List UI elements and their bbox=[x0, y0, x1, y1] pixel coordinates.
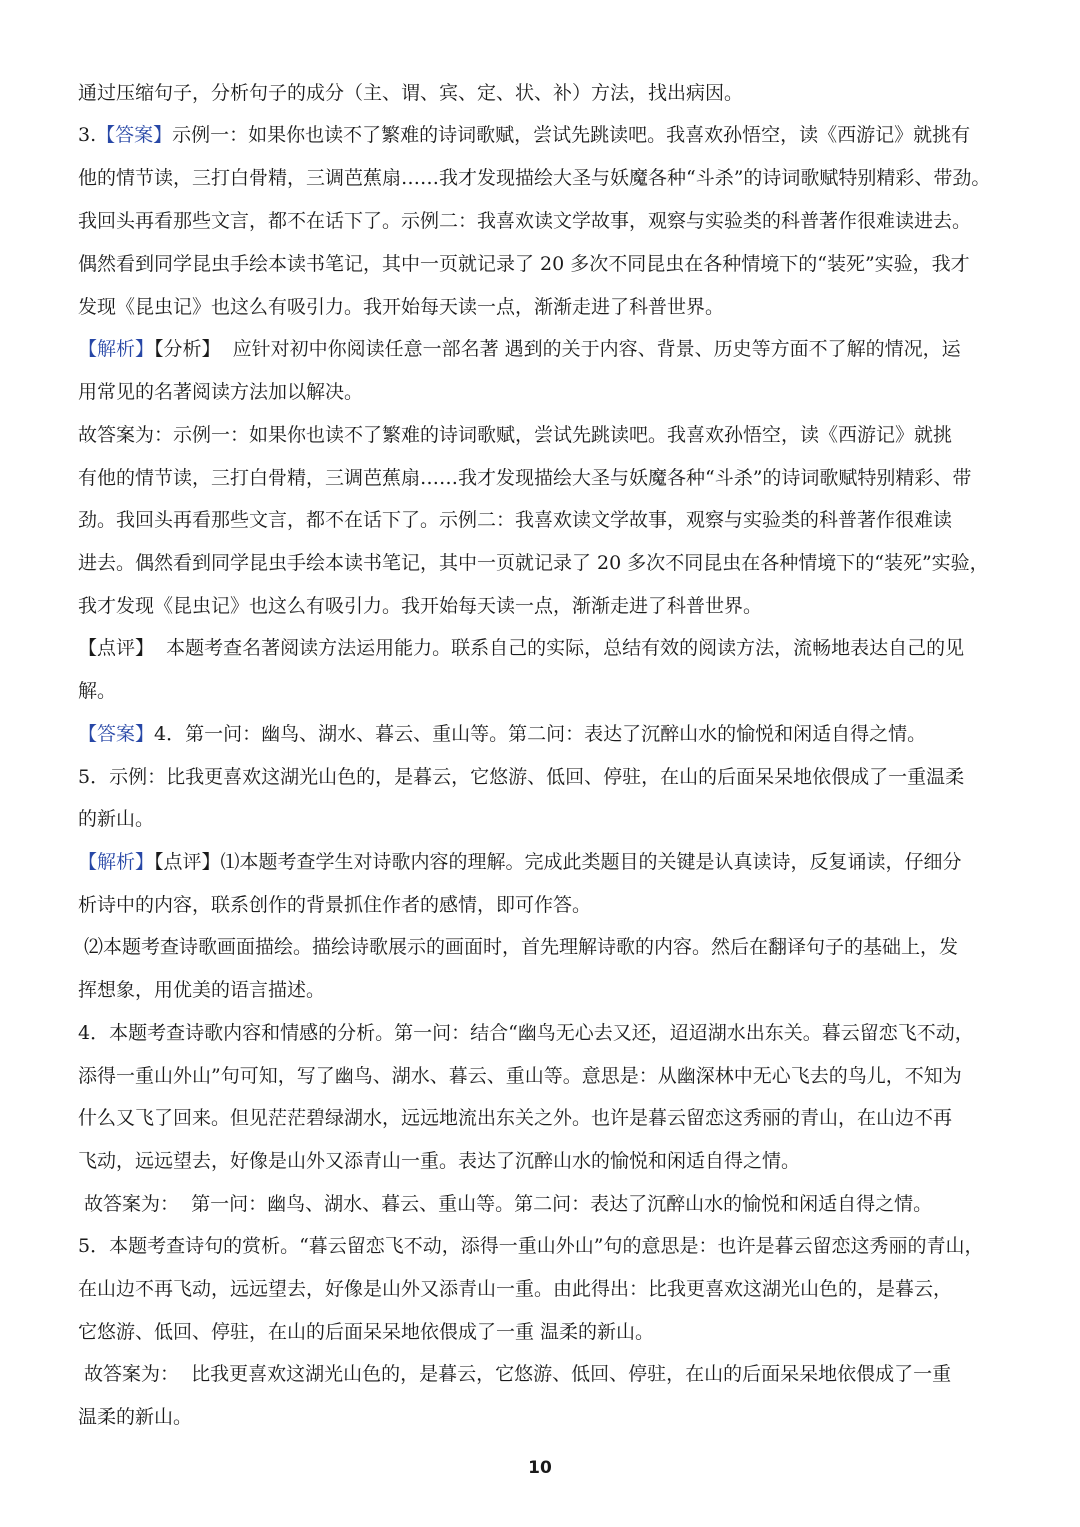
text-segment: 它悠游、低回、停驻，在山的后面呆呆地依偎成了一重 温柔的新山。 bbox=[78, 1321, 655, 1343]
page-number: 10 bbox=[528, 1458, 552, 1478]
text-segment: 3. bbox=[78, 124, 97, 146]
text-line bbox=[0, 546, 1080, 580]
text-segment: 在山边不再飞动，远远望去，好像是山外又添青山一重。由此得出：比我更喜欢这湖光山色的，是暮云， bbox=[78, 1278, 953, 1300]
text-line bbox=[0, 461, 1080, 495]
text-line bbox=[0, 1187, 1080, 1221]
text-segment: 故答案为： 第一问：幽鸟、湖水、暮云、重山等。第二问：表达了沉醉山水的愉悦和闲适自得之情。 bbox=[78, 1193, 933, 1215]
text-segment: 的新山。 bbox=[78, 808, 155, 830]
label-tag: 【解析】 bbox=[78, 851, 155, 873]
text-segment: 飞动，远远望去，好像是山外又添青山一重。表达了沉醉山水的愉悦和闲适自得之情。 bbox=[78, 1150, 801, 1172]
text-line bbox=[0, 845, 1080, 879]
text-segment: 故答案为： 比我更喜欢这湖光山色的，是暮云，它悠游、低回、停驻，在山的后面呆呆地依偎成了一重 bbox=[78, 1363, 952, 1385]
text-line bbox=[0, 503, 1080, 537]
text-line bbox=[0, 290, 1080, 324]
text-line bbox=[0, 674, 1080, 708]
text-segment: 5．示例：比我更喜欢这湖光山色的，是暮云，它悠游、低回、停驻，在山的后面呆呆地依偎成了一重温柔 bbox=[78, 766, 965, 788]
text-segment: 劲。我回头再看那些文言，都不在话下了。示例二：我喜欢读文学故事，观察与实验类的科普著作很难读 bbox=[78, 509, 953, 531]
text-line bbox=[0, 888, 1080, 922]
text-segment: 他的情节读，三打白骨精，三调芭蕉扇……我才发现描绘大圣与妖魔各种“斗杀”的诗词歌赋特别精彩、带劲。 bbox=[78, 167, 991, 189]
text-segment: 通过压缩句子，分析句子的成分（主、谓、宾、定、状、补）方法，找出病因。 bbox=[78, 82, 744, 104]
text-segment: 温柔的新山。 bbox=[78, 1406, 193, 1428]
label-tag: 【答案】 bbox=[96, 124, 173, 146]
text-segment: 【点评】 本题考查名著阅读方法运用能力。联系自己的实际，总结有效的阅读方法，流畅地表达自己的见 bbox=[78, 637, 965, 659]
text-segment: 4．第一问：幽鸟、湖水、暮云、重山等。第二问：表达了沉醉山水的愉悦和闲适自得之情。 bbox=[154, 723, 927, 745]
label-tag: 【解析】 bbox=[78, 338, 155, 360]
text-line bbox=[0, 1144, 1080, 1178]
text-line bbox=[0, 631, 1080, 665]
text-line bbox=[0, 1059, 1080, 1093]
text-line bbox=[0, 204, 1080, 238]
text-segment: 发现《昆虫记》也这么有吸引力。我开始每天读一点，渐渐走进了科普世界。 bbox=[78, 296, 725, 318]
text-line bbox=[0, 589, 1080, 623]
text-segment: 【分析】 应针对初中你阅读任意一部名著 遇到的关于内容、背景、历史等方面不了解的情况，运 bbox=[154, 338, 961, 360]
text-segment: 解。 bbox=[78, 680, 117, 702]
text-line bbox=[0, 717, 1080, 751]
text-segment: 偶然看到同学昆虫手绘本读书笔记，其中一页就记录了 20 多次不同昆虫在各种情境下的“装死”实验，我才 bbox=[78, 253, 970, 275]
label-tag: 【答案】 bbox=[78, 723, 155, 745]
text-line bbox=[0, 247, 1080, 281]
text-segment: 什么又飞了回来。但见茫茫碧绿湖水，远远地流出东关之外。也许是暮云留恋这秀丽的青山，在山边不再 bbox=[78, 1107, 953, 1129]
text-segment: 添得一重山外山”句可知，写了幽鸟、湖水、暮云、重山等。意思是：从幽深林中无心飞去的鸟儿，不知为 bbox=[78, 1065, 962, 1087]
text-segment: 4．本题考查诗歌内容和情感的分析。第一问：结合“幽鸟无心去又还，迢迢湖水出东关。暮云留恋飞不动， bbox=[78, 1022, 974, 1044]
text-line bbox=[0, 1400, 1080, 1434]
text-line bbox=[0, 973, 1080, 1007]
text-line bbox=[0, 930, 1080, 964]
text-segment: 5．本题考查诗句的赏析。“暮云留恋飞不动，添得一重山外山”句的意思是：也许是暮云留恋这秀丽的青山， bbox=[78, 1235, 984, 1257]
text-line bbox=[0, 1315, 1080, 1349]
text-line bbox=[0, 802, 1080, 836]
text-segment: 挥想象，用优美的语言描述。 bbox=[78, 979, 326, 1001]
text-line bbox=[0, 1357, 1080, 1391]
text-segment: 用常见的名著阅读方法加以解决。 bbox=[78, 381, 364, 403]
text-line bbox=[0, 76, 1080, 110]
text-line bbox=[0, 1101, 1080, 1135]
text-line bbox=[0, 760, 1080, 794]
text-segment: 我回头再看那些文言，都不在话下了。示例二：我喜欢读文学故事，观察与实验类的科普著作很难读进去。 bbox=[78, 210, 972, 232]
text-line bbox=[0, 1229, 1080, 1263]
text-segment: 有他的情节读，三打白骨精，三调芭蕉扇……我才发现描绘大圣与妖魔各种“斗杀”的诗词歌赋特别精彩、带 bbox=[78, 467, 972, 489]
text-segment: 示例一：如果你也读不了繁难的诗词歌赋，尝试先跳读吧。我喜欢孙悟空，读《西游记》就挑有 bbox=[172, 124, 971, 146]
text-line bbox=[0, 332, 1080, 366]
text-segment: 故答案为：示例一：如果你也读不了繁难的诗词歌赋，尝试先跳读吧。我喜欢孙悟空，读《西游记》就挑 bbox=[78, 424, 953, 446]
text-line bbox=[0, 375, 1080, 409]
text-line bbox=[0, 118, 1080, 152]
text-line bbox=[0, 161, 1080, 195]
text-segment: 【点评】⑴本题考查学生对诗歌内容的理解。完成此类题目的关键是认真读诗，反复诵读，仔细分 bbox=[154, 851, 962, 873]
text-segment: ⑵本题考查诗歌画面描绘。描绘诗歌展示的画面时，首先理解诗歌的内容。然后在翻译句子的基础上，发 bbox=[78, 936, 959, 958]
text-segment: 我才发现《昆虫记》也这么有吸引力。我开始每天读一点，渐渐走进了科普世界。 bbox=[78, 595, 763, 617]
text-line bbox=[0, 1016, 1080, 1050]
text-line bbox=[0, 418, 1080, 452]
text-segment: 进去。偶然看到同学昆虫手绘本读书笔记，其中一页就记录了 20 多次不同昆虫在各种情境下的“装死”实验， bbox=[78, 552, 989, 574]
text-line bbox=[0, 1272, 1080, 1306]
text-segment: 析诗中的内容，联系创作的背景抓住作者的感情，即可作答。 bbox=[78, 894, 592, 916]
